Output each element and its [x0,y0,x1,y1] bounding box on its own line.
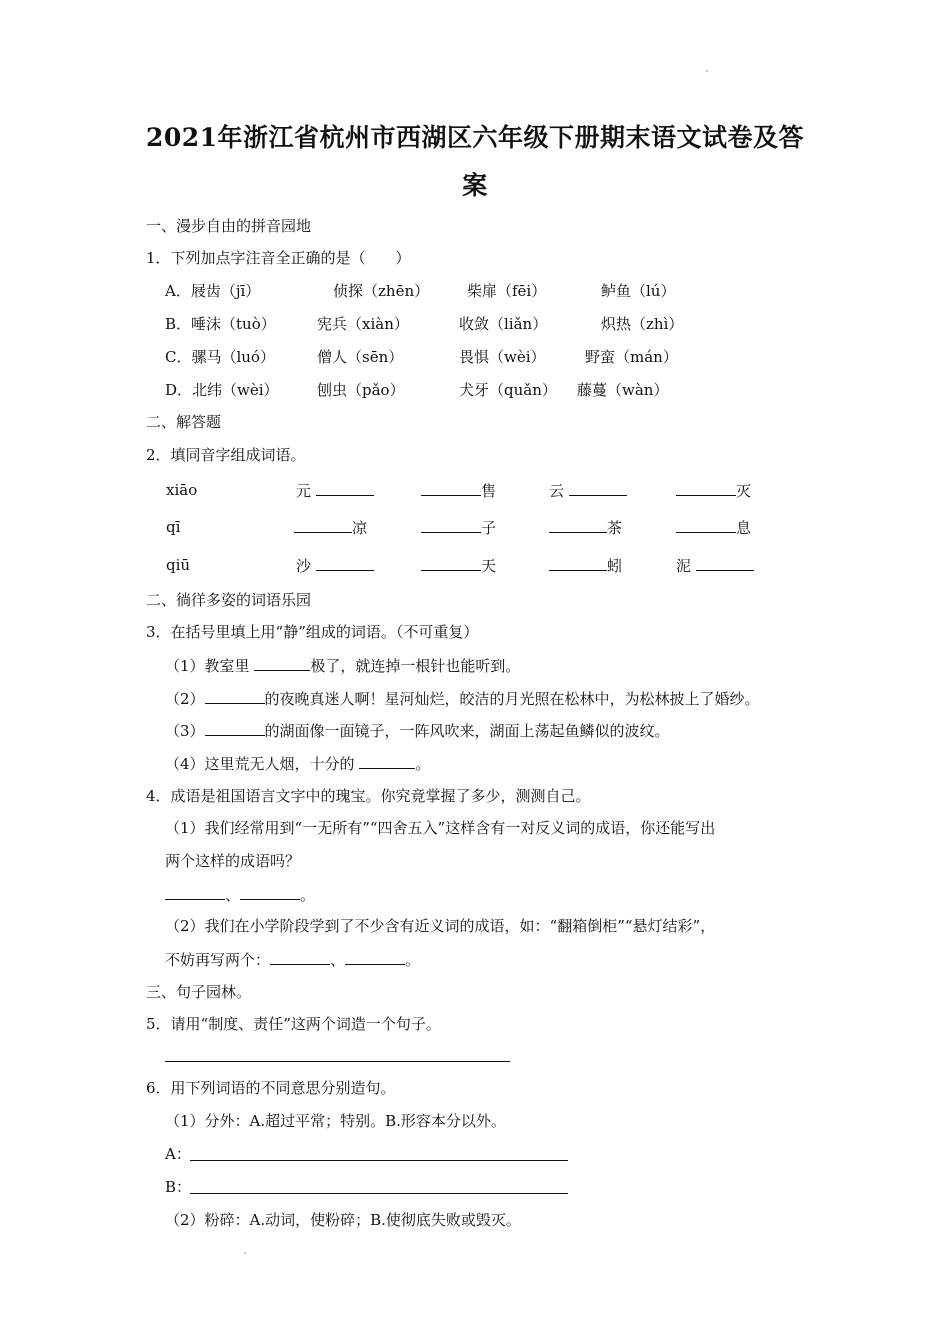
q4-part-1: （1）我们经常用到“一无所有”“四舍五入”这样含有一对反义词的成语，你还能写出 [165,819,716,837]
question-5-stem: 5．请用“制度、责任”这两个词造一个句子。 [146,1015,441,1033]
q1-option-c-3: 畏惧（wèi） [459,348,546,366]
q1-option-d-3: 犬牙（quǎn） [459,381,557,399]
fill-blank[interactable] [165,884,225,900]
q1-option-b-3: 收敛（liǎn） [459,315,548,333]
fill-blank[interactable] [696,555,754,571]
q2-word-cell [676,555,754,576]
fill-blank[interactable] [205,688,265,704]
q6-part-2: （2）粉碎：A.动词，使粉碎；B.使彻底失败或毁灭。 [165,1211,521,1229]
q3-item-4 [165,753,430,774]
q1-option-a-1: A．屐齿（jī） [165,282,261,300]
fill-blank[interactable] [676,517,736,533]
fill-blank[interactable] [316,555,374,571]
fill-blank[interactable] [421,555,481,571]
q2-word-cell [294,517,367,538]
q3-item-3 [165,720,670,741]
q1-option-a-3: 柴扉（fēi） [467,282,547,300]
q3-item-3-text: （3） [165,722,205,740]
q6-part-1: （1）分外：A.超过平常；特别。B.形容本分以外。 [165,1112,506,1130]
q2-word-cell [421,555,496,576]
answer-line[interactable] [190,1160,568,1161]
scan-dot [244,1252,246,1254]
q2-word-cell [421,480,496,501]
page-title: 2021年浙江省杭州市西湖区六年级下册期末语文试卷及答 [145,123,805,152]
q2-char: 蚓 [607,557,623,575]
q2-char: 沙 [296,557,312,575]
section-heading: 二、徜徉多姿的词语乐园 [146,591,312,609]
q4-part-1-answer [165,884,315,905]
q2-word-cell [549,480,627,501]
q1-option-c-2: 僧人（sēn） [317,348,404,366]
answer-line[interactable] [165,1061,510,1062]
q2-pinyin: xiāo [166,481,198,499]
period: 。 [300,886,316,904]
separator: 、 [225,886,241,904]
q4-part-2-text: 不妨再写两个： [165,951,271,969]
separator: 、 [330,951,346,969]
q2-char: 泥 [676,557,692,575]
q4-part-1-cont: 两个这样的成语吗？ [165,852,301,870]
q1-option-a-4: 鲈鱼（lú） [601,282,676,300]
page-title-continued: 案 [462,171,488,200]
q3-item-4-text-end: 。 [415,755,431,773]
q2-char: 云 [549,482,565,500]
fill-blank[interactable] [421,517,481,533]
q1-option-a-2: 侦探（zhēn） [333,282,430,300]
q2-char: 息 [736,519,752,537]
q1-option-b-2: 宪兵（xiàn） [317,315,409,333]
q2-char: 灭 [736,482,752,500]
question-1-stem: 1．下列加点字注音全正确的是（ ） [146,249,411,267]
section-heading: 三、句子园林。 [146,983,252,1001]
fill-blank[interactable] [270,949,330,965]
fill-blank[interactable] [569,480,627,496]
q3-item-3-text-end: 的湖面像一面镜子，一阵风吹来，湖面上荡起鱼鳞似的波纹。 [264,722,670,740]
section-heading: 二、解答题 [146,413,222,431]
fill-blank[interactable] [240,884,300,900]
q2-word-cell [421,517,496,538]
q2-word-cell [549,517,622,538]
q2-char: 售 [481,482,497,500]
q3-item-4-text: （4）这里荒无人烟，十分的 [165,755,355,773]
q6-answer-a-label: A： [165,1145,191,1163]
period: 。 [405,951,421,969]
q2-char: 茶 [607,519,623,537]
q1-option-d-2: 刨虫（pǎo） [317,381,405,399]
q3-item-1-text-end: 极了，就连掉一根针也能听到。 [310,657,521,675]
fill-blank[interactable] [359,753,415,769]
q2-word-cell [676,517,751,538]
fill-blank[interactable] [294,517,352,533]
scan-dot [706,70,708,72]
fill-blank[interactable] [205,720,265,736]
fill-blank[interactable] [549,555,607,571]
fill-blank[interactable] [676,480,736,496]
question-2-stem: 2．填同音字组成词语。 [146,446,306,464]
q2-word-cell [296,555,374,576]
question-3-stem: 3．在括号里填上用“静”组成的词语。（不可重复） [146,623,479,641]
q2-word-cell [549,555,622,576]
fill-blank[interactable] [345,949,405,965]
q3-item-1-text: （1）教室里 [165,657,250,675]
q4-part-2: （2）我们在小学阶段学到了不少含有近义词的成语，如：“翻箱倒柜”“悬灯结彩”， [165,917,716,935]
question-4-stem: 4．成语是祖国语言文字中的瑰宝。你究竟掌握了多少，测测自己。 [146,787,591,805]
q1-option-c-4: 野蛮（mán） [585,348,678,366]
q6-answer-b-label: B： [165,1178,192,1196]
q1-option-b-4: 炽热（zhì） [601,315,684,333]
q1-option-b-1: B．唾沫（tuò） [165,315,276,333]
fill-blank[interactable] [421,480,481,496]
q1-option-d-1: D．北纬（wèi） [165,381,279,399]
fill-blank[interactable] [254,655,310,671]
answer-line[interactable] [190,1193,568,1194]
q2-char: 凉 [352,519,368,537]
fill-blank[interactable] [316,480,374,496]
q2-pinyin: qiū [166,556,191,574]
q1-option-d-4: 藤蔓（wàn） [577,381,669,399]
q2-pinyin: qī [166,518,181,536]
q3-item-2-text-end: 的夜晚真迷人啊！星河灿烂，皎洁的月光照在松林中，为松林披上了婚纱。 [264,690,760,708]
q2-char: 元 [296,482,312,500]
section-heading: 一、漫步自由的拼音园地 [146,217,312,235]
q2-char: 天 [481,557,497,575]
q2-word-cell [676,480,751,501]
q4-part-2-cont [165,949,420,970]
fill-blank[interactable] [549,517,607,533]
q3-item-1 [165,655,520,676]
q2-word-cell [296,480,374,501]
q1-option-c-1: C．骡马（luó） [165,348,275,366]
q2-char: 子 [481,519,497,537]
q3-item-2-text: （2） [165,690,205,708]
question-6-stem: 6．用下列词语的不同意思分别造句。 [146,1079,396,1097]
q3-item-2 [165,688,760,709]
